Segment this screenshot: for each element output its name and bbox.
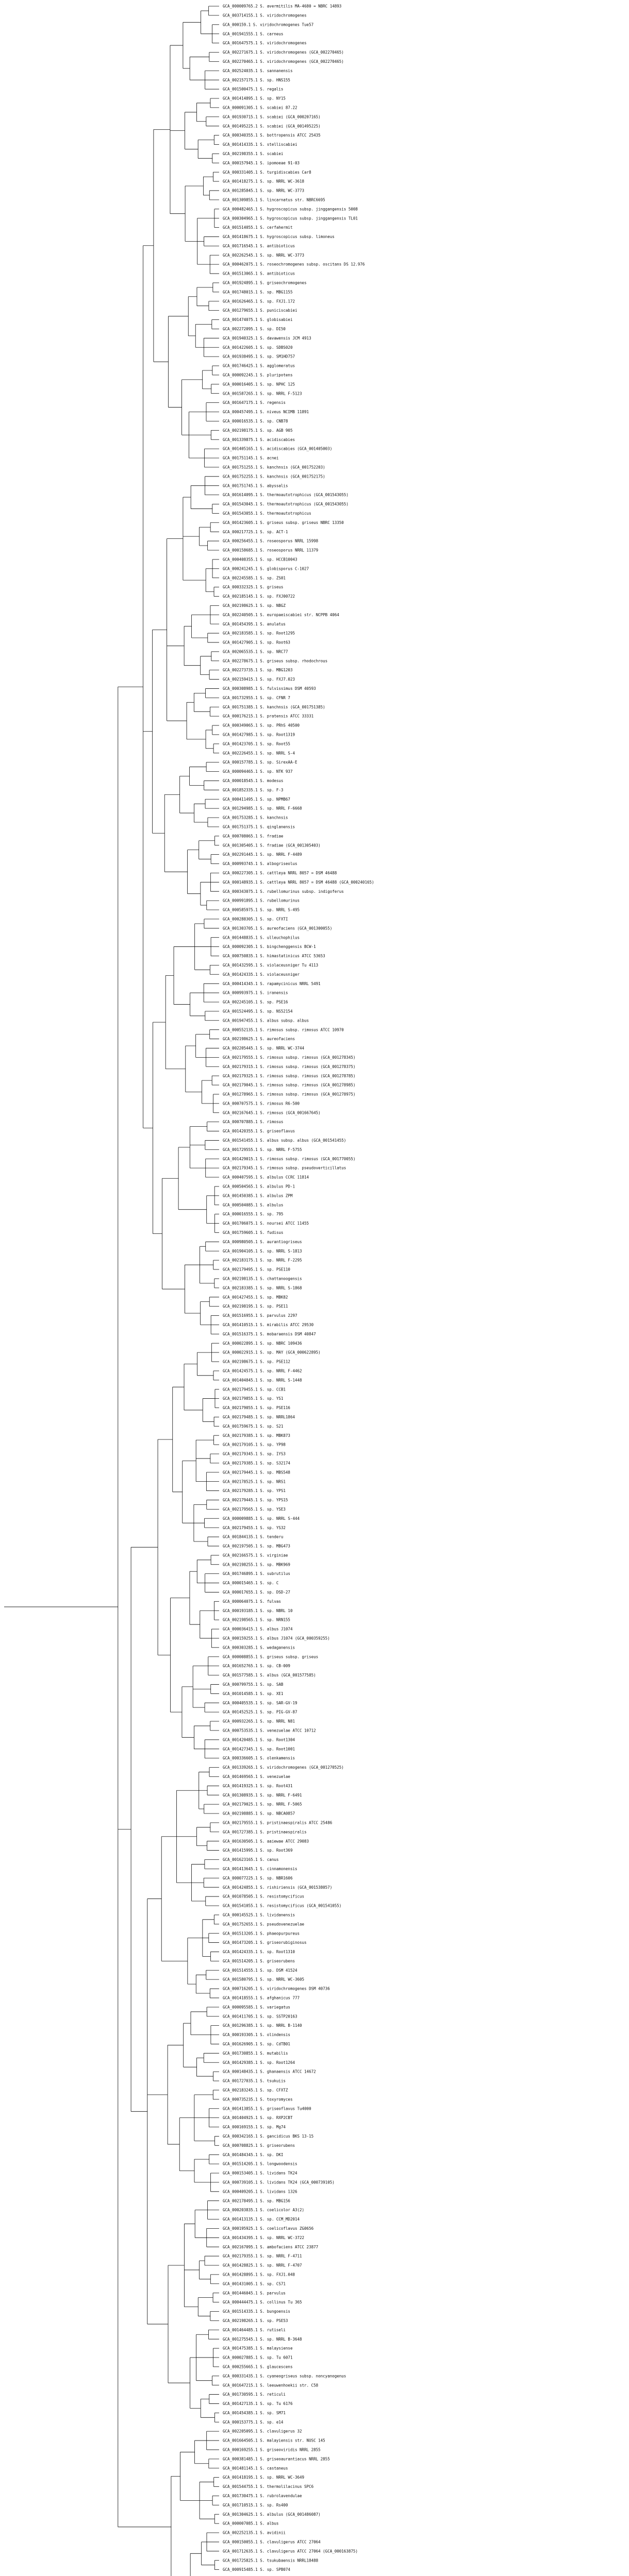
tip-label: GCA_001418555.1 S. afghanicus 777 (223, 1995, 300, 2001)
tip-label: GCA_001411705.1 S. sp. SSTP20163 (223, 2014, 297, 2019)
tip-label: GCA_001652765.1 S. sp. CB-009 (223, 1664, 290, 1669)
tip-label: GCA_001339265.1 S. viridochromogenes (GCA_001270525) (223, 1765, 344, 1770)
tip-label: GCA_001725825.1 S. tsukubaensis NRRL18488 (223, 2558, 319, 2563)
tip-label: GCA_001428825.1 S. sp. NRRL F-4707 (223, 2263, 302, 2268)
tip-label: GCA_002179455.1 S. sp. CCB1 (223, 1387, 286, 1392)
tip-label: GCA_001429015.1 S. rimosus subsp. rimosus (GCA_001770055) (223, 1156, 356, 1161)
tip-label: GCA_001452525.1 S. sp. PIG-GV-87 (223, 1709, 297, 1715)
tip-label: GCA_000405535.1 S. sp. SAR-GV-19 (223, 1700, 297, 1705)
tip-label: GCA_001513205.1 S. phaeopurpureus (223, 1931, 300, 1936)
tip-label: GCA_000504565.1 S. albulus PD-1 (223, 1184, 295, 1189)
tip-label: GCA_000753535.1 S. venezuelae ATCC 10712 (223, 1728, 316, 1733)
tip-label: GCA_001420485.1 S. sp. Root1304 (223, 1737, 295, 1742)
tip-label: GCA_001495225.1 S. scabiei (GCA_001495225) (223, 124, 321, 129)
tip-label: GCA_000932265.1 S. sp. NRRL N81 (223, 1719, 295, 1724)
tip-label: GCA_000288305.1 S. sp. CFXTI (223, 917, 288, 922)
tip-label: GCA_001524495.1 S. sp. NS52154 (223, 1009, 293, 1014)
tip-label: GCA_001730475.1 S. rubrolavendulae (223, 2494, 302, 2499)
tip-label: GCA_001419325.1 S. sp. Root431 (223, 1783, 293, 1788)
tip-label: GCA_001309855.1 S. lincarnatus str. NBRC6695 (223, 197, 325, 202)
tip-label: GCA_001626465.1 S. sp. FXJ1.172 (223, 299, 295, 304)
tip-label: GCA_000169255.1 S. griseoviridis NRRL 2855 (223, 2447, 321, 2452)
tip-label: GCA_000707575.1 S. rimosus R6-500 (223, 1101, 300, 1106)
tip-label: GCA_002198255.1 S. sp. MBK969 (223, 1562, 290, 1567)
tip-label: GCA_001424335.1 S. sp. Root1310 (223, 1950, 295, 1955)
tip-label: GCA_000381485.1 S. griseoaurantiacus NRRL 2855 (223, 2456, 330, 2462)
tip-label: GCA_000303285.1 S. wedaganensis (223, 1645, 295, 1650)
tip-label: GCA_001413855.1 S. griseoflavus Tu4000 (223, 2106, 311, 2111)
tip-label: GCA_001418195.1 S. sp. NRRL WC-3649 (223, 2475, 305, 2480)
tip-label: GCA_000017655.1 S. sp. DSD-27 (223, 1590, 290, 1595)
tip-label: GCA_001424335.1 S. violaceusniger (223, 972, 300, 977)
tip-label: GCA_001924895.1 S. griseochromogenes (223, 280, 307, 285)
tip-label: GCA_002198565.1 S. sp. NRN155 (223, 1617, 290, 1622)
tip-label: GCA_001424855.1 S. rishiriensis (GCA_001538057) (223, 1885, 333, 1890)
tip-label: GCA_000091305.1 S. scabiei 87.22 (223, 105, 297, 110)
tip-label: GCA_002179565.1 S. sp. YSE3 (223, 1506, 286, 1512)
tip-label: GCA_000349065.1 S. sp. PRhS 40500 (223, 723, 300, 728)
tip-label: GCA_002205445.1 S. sp. NRRL WC-3744 (223, 1046, 305, 1051)
tip-label: GCA_000331405.1 S. turgidiscabies Car8 (223, 170, 311, 175)
tip-label: GCA_000331435.1 S. cyaneogriseus subsp. noncyanogenus (223, 2374, 346, 2379)
tip-label: GCA_002273735.1 S. sp. MBG1203 (223, 668, 293, 673)
tip-label: GCA_002183385.1 S. sp. NRRL S-1868 (223, 1285, 302, 1291)
tip-label: GCA_001938495.1 S. sp. SM1HD757 (223, 354, 295, 359)
tip-label: GCA_002179385.1 S. sp. MBK873 (223, 1433, 290, 1438)
tip-label: GCA_001464485.1 S. rutiseli (223, 2327, 286, 2332)
tip-label: GCA_001514205.1 S. longwoodensis (223, 2161, 297, 2166)
tip-label: GCA_001404845.1 S. sp. NRRL S-1448 (223, 1378, 302, 1383)
tip-label: GCA_001500475.1 S. regalis (223, 87, 284, 92)
tip-label: GCA_002179385.1 S. sp. S32174 (223, 1461, 290, 1466)
tip-label: GCA_000980505.1 S. aurantiogriseus (223, 1239, 302, 1244)
tip-label: GCA_000145525.1 S. lividanensis (223, 1912, 295, 1918)
tip-label: GCA_001706075.1 S. noursei ATCC 11455 (223, 1221, 309, 1226)
tip-label: GCA_002198195.1 S. sp. PSE11 (223, 1304, 288, 1309)
tip-label: GCA_000342165.1 S. gancidicus BKS 13-15 (223, 2134, 314, 2139)
tip-label: GCA_000094465.1 S. sp. NTK 937 (223, 769, 293, 774)
tip-label: GCA_001541055.1 S. resistomycificus (GCA_001541055) (223, 1903, 342, 1908)
tip-label: GCA_002179345.1 S. sp. IYS3 (223, 1451, 286, 1456)
tip-label: GCA_000148935.1 S. cattleya NRRL 8057 = DSM 46488 (GCA_000240165) (223, 879, 374, 885)
tip-label: GCA_001404925.1 S. sp. RXP2CBT (223, 2115, 293, 2121)
tip-label: GCA_001078505.1 S. resistomycificus (223, 1894, 305, 1899)
tip-label: GCA_001434395.1 S. sp. NRRL WC-3722 (223, 2235, 305, 2240)
tip-label: GCA_000036415.1 S. albus J1074 (223, 1626, 293, 1632)
tip-label: GCA_002198175.1 S. sp. AGB 905 (223, 428, 293, 433)
tip-label: GCA_002179315.1 S. rimosus subsp. rimosus (GCA_001278375) (223, 1064, 356, 1069)
tip-label: GCA_001730855.1 S. mutabilis (223, 2050, 288, 2056)
tip-label: GCA_001751145.1 S. acnei (223, 455, 279, 461)
tip-label: GCA_000027885.1 S. sp. Tu 6071 (223, 2355, 293, 2360)
tip-label: GCA_001516375.1 S. mobaraensis DSM 40847 (223, 1331, 316, 1336)
tip-label: GCA_001710515.1 S. sp. Rs400 (223, 2502, 288, 2507)
tip-label: GCA_000022895.1 S. sp. NBRC 109436 (223, 1341, 302, 1346)
tip-label: GCA_002178495.1 S. sp. MBG156 (223, 2198, 290, 2204)
tip-label: GCA_002183585.1 S. sp. Root1295 (223, 631, 295, 636)
tip-label: GCA_000552135.1 S. rimosus subsp. rimosus ATCC 10970 (223, 1027, 344, 1032)
tip-label: GCA_001415995.1 S. sp. Root369 (223, 1848, 293, 1853)
tip-label: GCA_001413645.1 S. cinnamonensis (223, 1866, 297, 1871)
tip-label: GCA_002167095.1 S. ambofaciens ATCC 23877 (223, 2244, 319, 2249)
tip-label: GCA_001278965.1 S. rimosus subsp. rimosus (GCA_001278975) (223, 1092, 356, 1097)
tip-label: GCA_002240505.1 S. europaeiscabiei str. NCPPB 4064 (223, 612, 339, 617)
tip-label: GCA_000340355.1 S. bottropensis ATCC 25435 (223, 133, 321, 138)
tip-label: GCA_000008855.1 S. griseus subsp. griseus (223, 1654, 319, 1659)
tip-label: GCA_001647215.1 S. leeuwenhoekii str. C58 (223, 2383, 319, 2388)
tip-label: GCA_001516955.1 S. parvulus 2297 (223, 1313, 297, 1318)
tip-label: GCA_000064075.1 S. fulvas (223, 1599, 281, 1604)
tip-label: GCA_001753285.1 S. kanchnsis (223, 815, 288, 820)
tip-label: GCA_001475385.1 S. malaysiense (223, 2346, 293, 2351)
tip-label: GCA_001580795.1 S. sp. NRRL WC-3605 (223, 1977, 305, 1982)
tip-label: GCA_000157945.1 S. ipomoeae 91-03 (223, 160, 300, 165)
tip-label: GCA_002270465.1 S. viridochromogenes (GCA_002270465) (223, 59, 344, 64)
tip-label: GCA_001751745.1 S. abyssalis (223, 483, 288, 488)
tip-label: GCA_002159415.1 S. sp. FXJ7.023 (223, 677, 295, 682)
tip-label: GCA_000150055.1 S. clavuligerus ATCC 27064 (223, 2539, 321, 2545)
tip-label: GCA_000408355.1 S. sp. HCCB10043 (223, 557, 297, 562)
tip-label: GCA_001424575.1 S. sp. NRRL F-4462 (223, 1368, 302, 1374)
tip-label: GCA_000993745.1 S. albogriseolus (223, 861, 297, 867)
tip-label: GCA_002179025.1 S. sp. NRRL F-5065 (223, 1802, 302, 1807)
tip-label: GCA_001513065.1 S. antibioticus (223, 271, 295, 276)
tip-label: GCA_001431005.1 S. sp. CS71 (223, 2281, 286, 2286)
tip-label: GCA_001852335.1 S. sp. F-3 (223, 787, 284, 792)
tip-label: GCA_001732955.1 S. sp. CFNR 7 (223, 695, 290, 700)
tip-label: GCA_002179105.1 S. sp. YP98 (223, 1442, 286, 1447)
tip-label: GCA_000462075.1 S. roseochromogenes subsp. oscitans DS 12.976 (223, 262, 365, 267)
tip-label: GCA_001543045.1 S. thermoautotrophicus (GCA_001543055) (223, 502, 349, 507)
tip-label: GCA_002179325.1 S. rimosus subsp. rimosus (GCA_001278785) (223, 1073, 356, 1078)
tip-label: GCA_002226455.1 S. sp. NRRL S-4 (223, 751, 295, 756)
tip-label: GCA_001428895.1 S. sp. FXJ1.048 (223, 2272, 295, 2277)
tip-label: GCA_001759675.1 S. sp. S21 (223, 1423, 284, 1429)
tip-label: GCA_002245105.1 S. sp. PSE16 (223, 999, 288, 1005)
tip-label: GCA_001716545.1 S. antibioticus (223, 243, 295, 248)
tip-label: GCA_002272095.1 S. sp. DI50 (223, 327, 286, 332)
tip-label: GCA_001630505.1 S. aaiewae ATCC 29083 (223, 1839, 309, 1844)
tip-label: GCA_001473205.1 S. griseorubiginosus (223, 1940, 307, 1945)
tip-label: GCA_002179855.1 S. sp. YS1 (223, 1396, 284, 1401)
tip-label: GCA_001418675.1 S. hygroscopicus subsp. limoneus (223, 234, 335, 240)
tip-label: GCA_000077225.1 S. sp. NBR1606 (223, 1875, 293, 1880)
tip-label: GCA_002252135.1 S. avidinii (223, 2530, 286, 2535)
tip-label: GCA_002198625.1 S. aureofaciens (223, 1037, 295, 1042)
tip-label: GCA_001427905.1 S. sp. Root63 (223, 640, 290, 645)
tip-label: GCA_001304625.1 S. albulus (GCA_001486087) (223, 2512, 321, 2517)
tip-label: GCA_000217725.1 S. sp. ACT-1 (223, 529, 288, 534)
tip-label: GCA_000007085.1 S. albus (223, 2521, 279, 2526)
tip-label: GCA_001339875.1 S. acidiscabies (223, 437, 295, 442)
tip-label: GCA_001427345.1 S. sp. Root1001 (223, 1747, 295, 1752)
tip-label: GCA_000176215.1 S. pratensis ATCC 33331 (223, 714, 314, 719)
tip-label: GCA_000169155.1 S. sp. Mg74 (223, 2125, 286, 2130)
tip-label: GCA_001514205.1 S. griseorubens (223, 1958, 295, 1963)
tip-label: GCA_001414895.1 S. sp. NY15 (223, 96, 286, 101)
tip-label: GCA_000482465.1 S. hygroscopicus subsp. jinggangensis 5008 (223, 207, 358, 212)
tip-label: GCA_000193185.1 S. sp. NBRL 10 (223, 1608, 293, 1613)
tip-label: GCA_000407595.1 S. albulus CCRC 11814 (223, 1175, 309, 1180)
tip-label: GCA_001432595.1 S. violaceusniger Tu 4113 (223, 962, 319, 968)
tip-label: GCA_000411495.1 S. sp. NPMB67 (223, 796, 290, 802)
tip-label: GCA_000735235.1 S. toxyromyces (223, 2097, 293, 2102)
tip-label: GCA_000016555.1 S. sp. 795 (223, 1212, 284, 1217)
tip-label: GCA_001577585.1 S. albus (GCA_001577585) (223, 1673, 316, 1678)
tip-label: GCA_001587265.1 S. sp. NRRL F-5123 (223, 391, 302, 396)
tip-label: GCA_002179485.1 S. sp. NRRL1864 (223, 1414, 295, 1419)
tip-label: GCA_001727385.1 S. pristinaespiralis (223, 1829, 307, 1835)
tip-label: GCA_000195925.1 S. coelicoflavus ZG0656 (223, 2226, 314, 2231)
tip-label: GCA_001514555.1 S. sp. DSM 41524 (223, 1968, 297, 1973)
tip-label: GCA_000016405.1 S. sp. NPHC 125 (223, 382, 295, 387)
tip-label: GCA_002179055.1 S. sp. PSE116 (223, 1405, 290, 1411)
tip-label: GCA_002198885.1 S. sp. NBCA0857 (223, 1811, 295, 1816)
tip-label: GCA_000016535.1 S. sp. CNB78 (223, 419, 288, 424)
tip-label: GCA_000018545.1 S. modesus (223, 778, 284, 784)
tip-label: GCA_000256455.1 S. roseosporus NRRL 15998 (223, 538, 319, 544)
tip-label: GCA_000707885.1 S. rimosus (223, 1120, 284, 1125)
tip-label: GCA_001746895.1 S. subrutilus (223, 1571, 290, 1577)
tip-label: GCA_001727035.1 S. tsukuiis (223, 2078, 286, 2083)
tip-label: GCA_002197505.1 S. sp. MBG473 (223, 1544, 290, 1549)
tip-label: GCA_001275545.1 S. sp. NRRL B-3648 (223, 2336, 302, 2342)
tip-label: GCA_001712635.1 S. clavuligerus ATCC 27064 (GCA_000163875) (223, 2549, 358, 2554)
tip-label: GCA_001514335.1 S. bungoensis (223, 2309, 290, 2314)
tip-label: GCA_000332325.1 S. griseus (223, 585, 284, 590)
tip-label: GCA_000092245.1 S. pluripotens (223, 372, 293, 378)
tip-label: GCA_001752655.1 S. pseudovenezuelae (223, 1922, 305, 1927)
tip-label: GCA_000159255.1 S. albus J1074 (GCA_000359255) (223, 1636, 330, 1641)
tip-label: GCA_001947455.1 S. albus subsp. albus (223, 1018, 309, 1023)
tip-label: GCA_001418275.1 S. sp. NRRL WC-3618 (223, 179, 305, 184)
tip-label: GCA_002271675.1 S. viridochromogenes (GCA_002270465) (223, 50, 344, 55)
tip-label: GCA_002179345.1 S. rimosus subsp. pseudoverticillatus (223, 1165, 346, 1171)
tip-label: GCA_002166575.1 S. virginiae (223, 1553, 288, 1558)
tip-label: GCA_002205095.1 S. clavuligerus 32 (223, 2429, 302, 2434)
tip-label: GCA_001405165.1 S. acidiscabies (GCA_001405003) (223, 446, 333, 451)
tip-label: GCA_001423705.1 S. sp. Root55 (223, 741, 290, 747)
tip-label: GCA_002185145.1 S. sp. FXJ00722 (223, 594, 295, 599)
tip-label: GCA_001420355.1 S. griseoflavus (223, 1129, 295, 1134)
tree-branches (4, 6, 219, 2576)
tip-label: GCA_000095585.1 S. variegatus (223, 2005, 290, 2010)
tip-label: GCA_000159.1 S. viridochromogenes Tue57 (223, 22, 314, 27)
tip-label: GCA_002183175.1 S. sp. NRRL F-2295 (223, 1258, 302, 1263)
tip-label: GCA_001626905.1 S. sp. CdTB01 (223, 2042, 290, 2047)
tip-label: GCA_001427135.1 S. sp. Tu 6176 (223, 2401, 293, 2406)
tip-label: GCA_000716205.1 S. viridochromogenes DSM 40736 (223, 1986, 330, 1991)
tip-label: GCA_001751375.1 S. qinglanensis (223, 824, 295, 829)
tip-label: GCA_001427985.1 S. sp. Root1319 (223, 732, 295, 737)
tip-label: GCA_000504085.1 S. albulus (223, 1202, 284, 1208)
tip-label: GCA_000153775.1 S. sp. e14 (223, 2419, 284, 2425)
tip-label: GCA_001474075.1 S. globisabiei (223, 317, 293, 323)
tip-label: GCA_002183245.1 S. sp. CFXTZ (223, 2088, 288, 2093)
tip-label: GCA_003714155.1 S. viridochromogenes (223, 13, 307, 18)
tip-label: GCA_001423605.1 S. griseus subsp. griseus NBRC 13350 (223, 520, 344, 525)
tip-label: GCA_001296385.1 S. sp. NRRL B-1140 (223, 2023, 302, 2028)
tip-label: GCA_001541455.1 S. albus subsp. albus (GCA_001541455) (223, 1138, 346, 1143)
tip-label: GCA_002198355.1 S. scabiei (223, 151, 284, 156)
tip-label: GCA_000015465.1 S. sp. C (223, 1581, 279, 1586)
tip-label: GCA_000739105.1 S. lividans TK24 (GCA_000739105) (223, 2180, 335, 2185)
tip-label: GCA_002198135.1 S. chattanoogensis (223, 1276, 302, 1281)
tip-label: GCA_000409205.1 S. lividans 1326 (223, 2189, 297, 2194)
tip-label: GCA_000708065.1 S. fradiae (223, 834, 284, 839)
tip-label: GCA_002179285.1 S. sp. YPS1 (223, 1488, 286, 1494)
tip-label: GCA_000227305.1 S. cattleya NRRL 8057 = DSM 46488 (223, 871, 337, 876)
tip-label: GCA_000241245.1 S. globisporus C-1027 (223, 566, 309, 571)
tip-label: GCA_002198625.1 S. sp. NBGZ (223, 603, 286, 608)
tip-label: GCA_001427455.1 S. sp. MBK82 (223, 1295, 288, 1300)
tip-label: GCA_000009885.1 S. sp. NRRL S-444 (223, 1516, 300, 1521)
tip-label: GCA_001759605.1 S. fudisus (223, 1230, 284, 1235)
tip-label: GCA_001285845.1 S. sp. NRRL WC-3773 (223, 188, 305, 193)
tip-label: GCA_001454395.1 S. anulatus (223, 621, 286, 626)
tip-label: GCA_000308985.1 S. fulvissimus DSM 40593 (223, 686, 316, 691)
tip-label: GCA_002198265.1 S. sp. PSE53 (223, 2318, 288, 2323)
tip-label: GCA_002179445.1 S. sp. MBS548 (223, 1470, 290, 1475)
tip-label: GCA_000585975.1 S. sp. NRRL S-495 (223, 907, 300, 912)
tip-label: GCA_000915485.1 S. sp. SPB074 (223, 2567, 290, 2572)
tip-label: GCA_000336605.1 S. olenkamensis (223, 1756, 295, 1761)
tip-label: GCA_002179455.1 S. sp. YS32 (223, 1525, 286, 1530)
tip-label: GCA_001730595.1 S. reticuli (223, 2392, 286, 2397)
tip-label: GCA_001623165.1 S. canus (223, 1857, 279, 1862)
tip-label: GCA_001481145.1 S. castaneus (223, 2466, 288, 2471)
tip-label: GCA_002179045.1 S. rimosus subsp. rimosus (GCA_001278985) (223, 1082, 356, 1088)
tip-label: GCA_001647575.1 S. viridochromogenes (223, 41, 307, 46)
tip-label: GCA_001305405.1 S. fradiae (GCA_001305403) (223, 843, 321, 848)
tip-label: GCA_001454385.1 S. sp. SM71 (223, 2410, 286, 2415)
tip-label: GCA_001448835.1 S. ulleuchophilus (223, 935, 300, 940)
tip-label: GCA_002065535.1 S. sp. NRC77 (223, 649, 288, 654)
tip-label: GCA_002178525.1 S. sp. NRS1 (223, 1479, 286, 1484)
tip-label: GCA_000993975.1 S. iranensis (223, 990, 288, 995)
tip-label: GCA_000148435.1 S. ghanaensis ATCC 14672 (223, 2069, 316, 2074)
tip-label: GCA_001514055.1 S. cerfahermit (223, 225, 293, 230)
tip-labels (223, 4, 374, 2576)
tip-label: GCA_000799755.1 S. sp. SAB (223, 1682, 284, 1687)
tip-label: GCA_001729555.1 S. sp. NRRL F-5755 (223, 1147, 302, 1152)
tip-label: GCA_002278675.1 S. griseus subsp. rhodochrous (223, 658, 328, 664)
tip-label: GCA_001446045.1 S. parvulus (223, 2291, 286, 2296)
tip-label: GCA_001414335.1 S. stelliscabiei (223, 142, 297, 147)
tip-label: GCA_001614095.1 S. thermoautotrophicus (GCA_001543055) (223, 493, 349, 498)
tip-label: GCA_001751385.1 S. kanchnsis (GCA_001751385) (223, 704, 325, 709)
tip-label: GCA_000708825.1 S. griseorubens (223, 2143, 295, 2148)
tip-label: GCA_001484345.1 S. sp. DKI (223, 2152, 284, 2157)
tip-label: GCA_002179555.1 S. pristinaespiralis ATCC 25486 (223, 1820, 333, 1825)
tip-label: GCA_000343075.1 S. rubellomurinus subsp. indigoferus (223, 889, 344, 894)
tip-label: GCA_001422605.1 S. sp. SDBS020 (223, 345, 293, 350)
tip-label: GCA_000414345.1 S. rapamycinicus NRRL 5491 (223, 981, 321, 986)
tip-label: GCA_001429385.1 S. sp. Root1264 (223, 2060, 295, 2065)
tip-label: GCA_000457495.1 S. niveus NCIMB 11891 (223, 410, 309, 415)
tip-label: GCA_000203835.1 S. coelicolor A3(2) (223, 2208, 305, 2213)
tip-label: GCA_002157175.1 S. sp. HNS155 (223, 77, 290, 82)
tip-label: GCA_002198675.1 S. sp. PSE112 (223, 1359, 290, 1364)
tip-label: GCA_001450385.1 S. albulus ZPM (223, 1193, 293, 1198)
tip-label: GCA_001410515.1 S. mirabilis ATCC 29530 (223, 1322, 314, 1327)
tip-label: GCA_002291445.1 S. sp. NRRL F-4489 (223, 852, 302, 857)
tip-label: GCA_002179445.1 S. sp. YPS15 (223, 1498, 288, 1503)
tip-label: GCA_001746425.1 S. agglomeratus (223, 363, 295, 368)
tip-label: GCA_002179355.1 S. sp. NRRL F-4711 (223, 2253, 302, 2259)
tip-label: GCA_002262545.1 S. sp. NRRL WC-3773 (223, 252, 305, 258)
tip-label: GCA_001664505.1 S. malayiensis str. NUSC 145 (223, 2438, 325, 2443)
tip-label: GCA_001647175.1 S. regensis (223, 400, 286, 405)
tip-label: GCA_000153405.1 S. lividans TK24 (223, 2171, 297, 2176)
tip-label: GCA_000991895.1 S. rubellomurinus (223, 898, 300, 903)
tip-label: GCA_000158685.1 S. roseosporus NRRL 11379 (223, 548, 319, 553)
tip-label: GCA_001308935.1 S. sp. NRRL F-6491 (223, 1792, 302, 1798)
tip-label: GCA_002524035.1 S. sannanensis (223, 68, 293, 73)
tip-label: GCA_001303705.1 S. aureofaciens (GCA_001300055) (223, 926, 333, 931)
tip-label: GCA_000009765.2 S. avermitilis MA-4680 = NBRC 14893 (223, 4, 342, 9)
tip-label: GCA_002179555.1 S. rimosus subsp. rimosus (GCA_001278345) (223, 1055, 356, 1060)
tip-label: GCA_001279655.1 S. puniciscabiei (223, 308, 297, 313)
tip-label: GCA_001930715.1 S. scabiei (GCA_000207165) (223, 114, 321, 120)
tip-label: GCA_001469565.1 S. venezuelae (223, 1774, 290, 1779)
tip-label: GCA_001748015.1 S. sp. MBG1155 (223, 290, 293, 295)
tip-label: GCA_002245585.1 S. sp. ZS01 (223, 575, 286, 581)
tip-label: GCA_001940325.1 S. davawensis JCM 4913 (223, 335, 311, 341)
tip-label: GCA_002179495.1 S. sp. PSE110 (223, 1267, 290, 1272)
tip-label: GCA_001294985.1 S. sp. NRRL F-6668 (223, 806, 302, 811)
tip-label: GCA_001941555.1 S. carneus (223, 31, 284, 37)
tip-label: GCA_000193305.1 S. olindensis (223, 2032, 290, 2038)
tip-label: GCA_001751255.1 S. kanchnsis (GCA_001752203) (223, 465, 325, 470)
tip-label: GCA_001752255.1 S. kanchnsis (GCA_001752175) (223, 474, 325, 479)
tip-label: GCA_001844135.1 S. tenderu (223, 1534, 284, 1539)
tip-label: GCA_001544755.1 S. thermolilacinus SPC6 (223, 2484, 314, 2489)
tip-label: GCA_000444475.1 S. collinus Tu 365 (223, 2300, 302, 2305)
tip-label: GCA_002167645.1 S. rimosus (GCA_001667645) (223, 1110, 321, 1115)
tip-label: GCA_001014585.1 S. sp. XE1 (223, 1691, 284, 1696)
tip-label: GCA_000255665.1 S. glaucescens (223, 2364, 293, 2369)
tip-label: GCA_000157785.1 S. sp. SirexAA-E (223, 760, 297, 765)
tip-label: GCA_000304965.1 S. hygroscopicus subsp. jinggangensis TL01 (223, 216, 358, 221)
tip-label: GCA_000750835.1 S. himastatinicus ATCC 53653 (223, 954, 325, 959)
tip-label: GCA_000022915.1 S. sp. MAY (GCA_000622895) (223, 1350, 321, 1355)
tip-label: GCA_001904105.1 S. sp. NRRL S-1813 (223, 1248, 302, 1253)
tip-label: GCA_001413135.1 S. sp. CCM_MD2014 (223, 2217, 300, 2222)
tip-label: GCA_001543055.1 S. thermoautotrophicus (223, 511, 311, 516)
tip-label: GCA_000092305.1 S. bingchenggensis BCW-1 (223, 944, 316, 950)
